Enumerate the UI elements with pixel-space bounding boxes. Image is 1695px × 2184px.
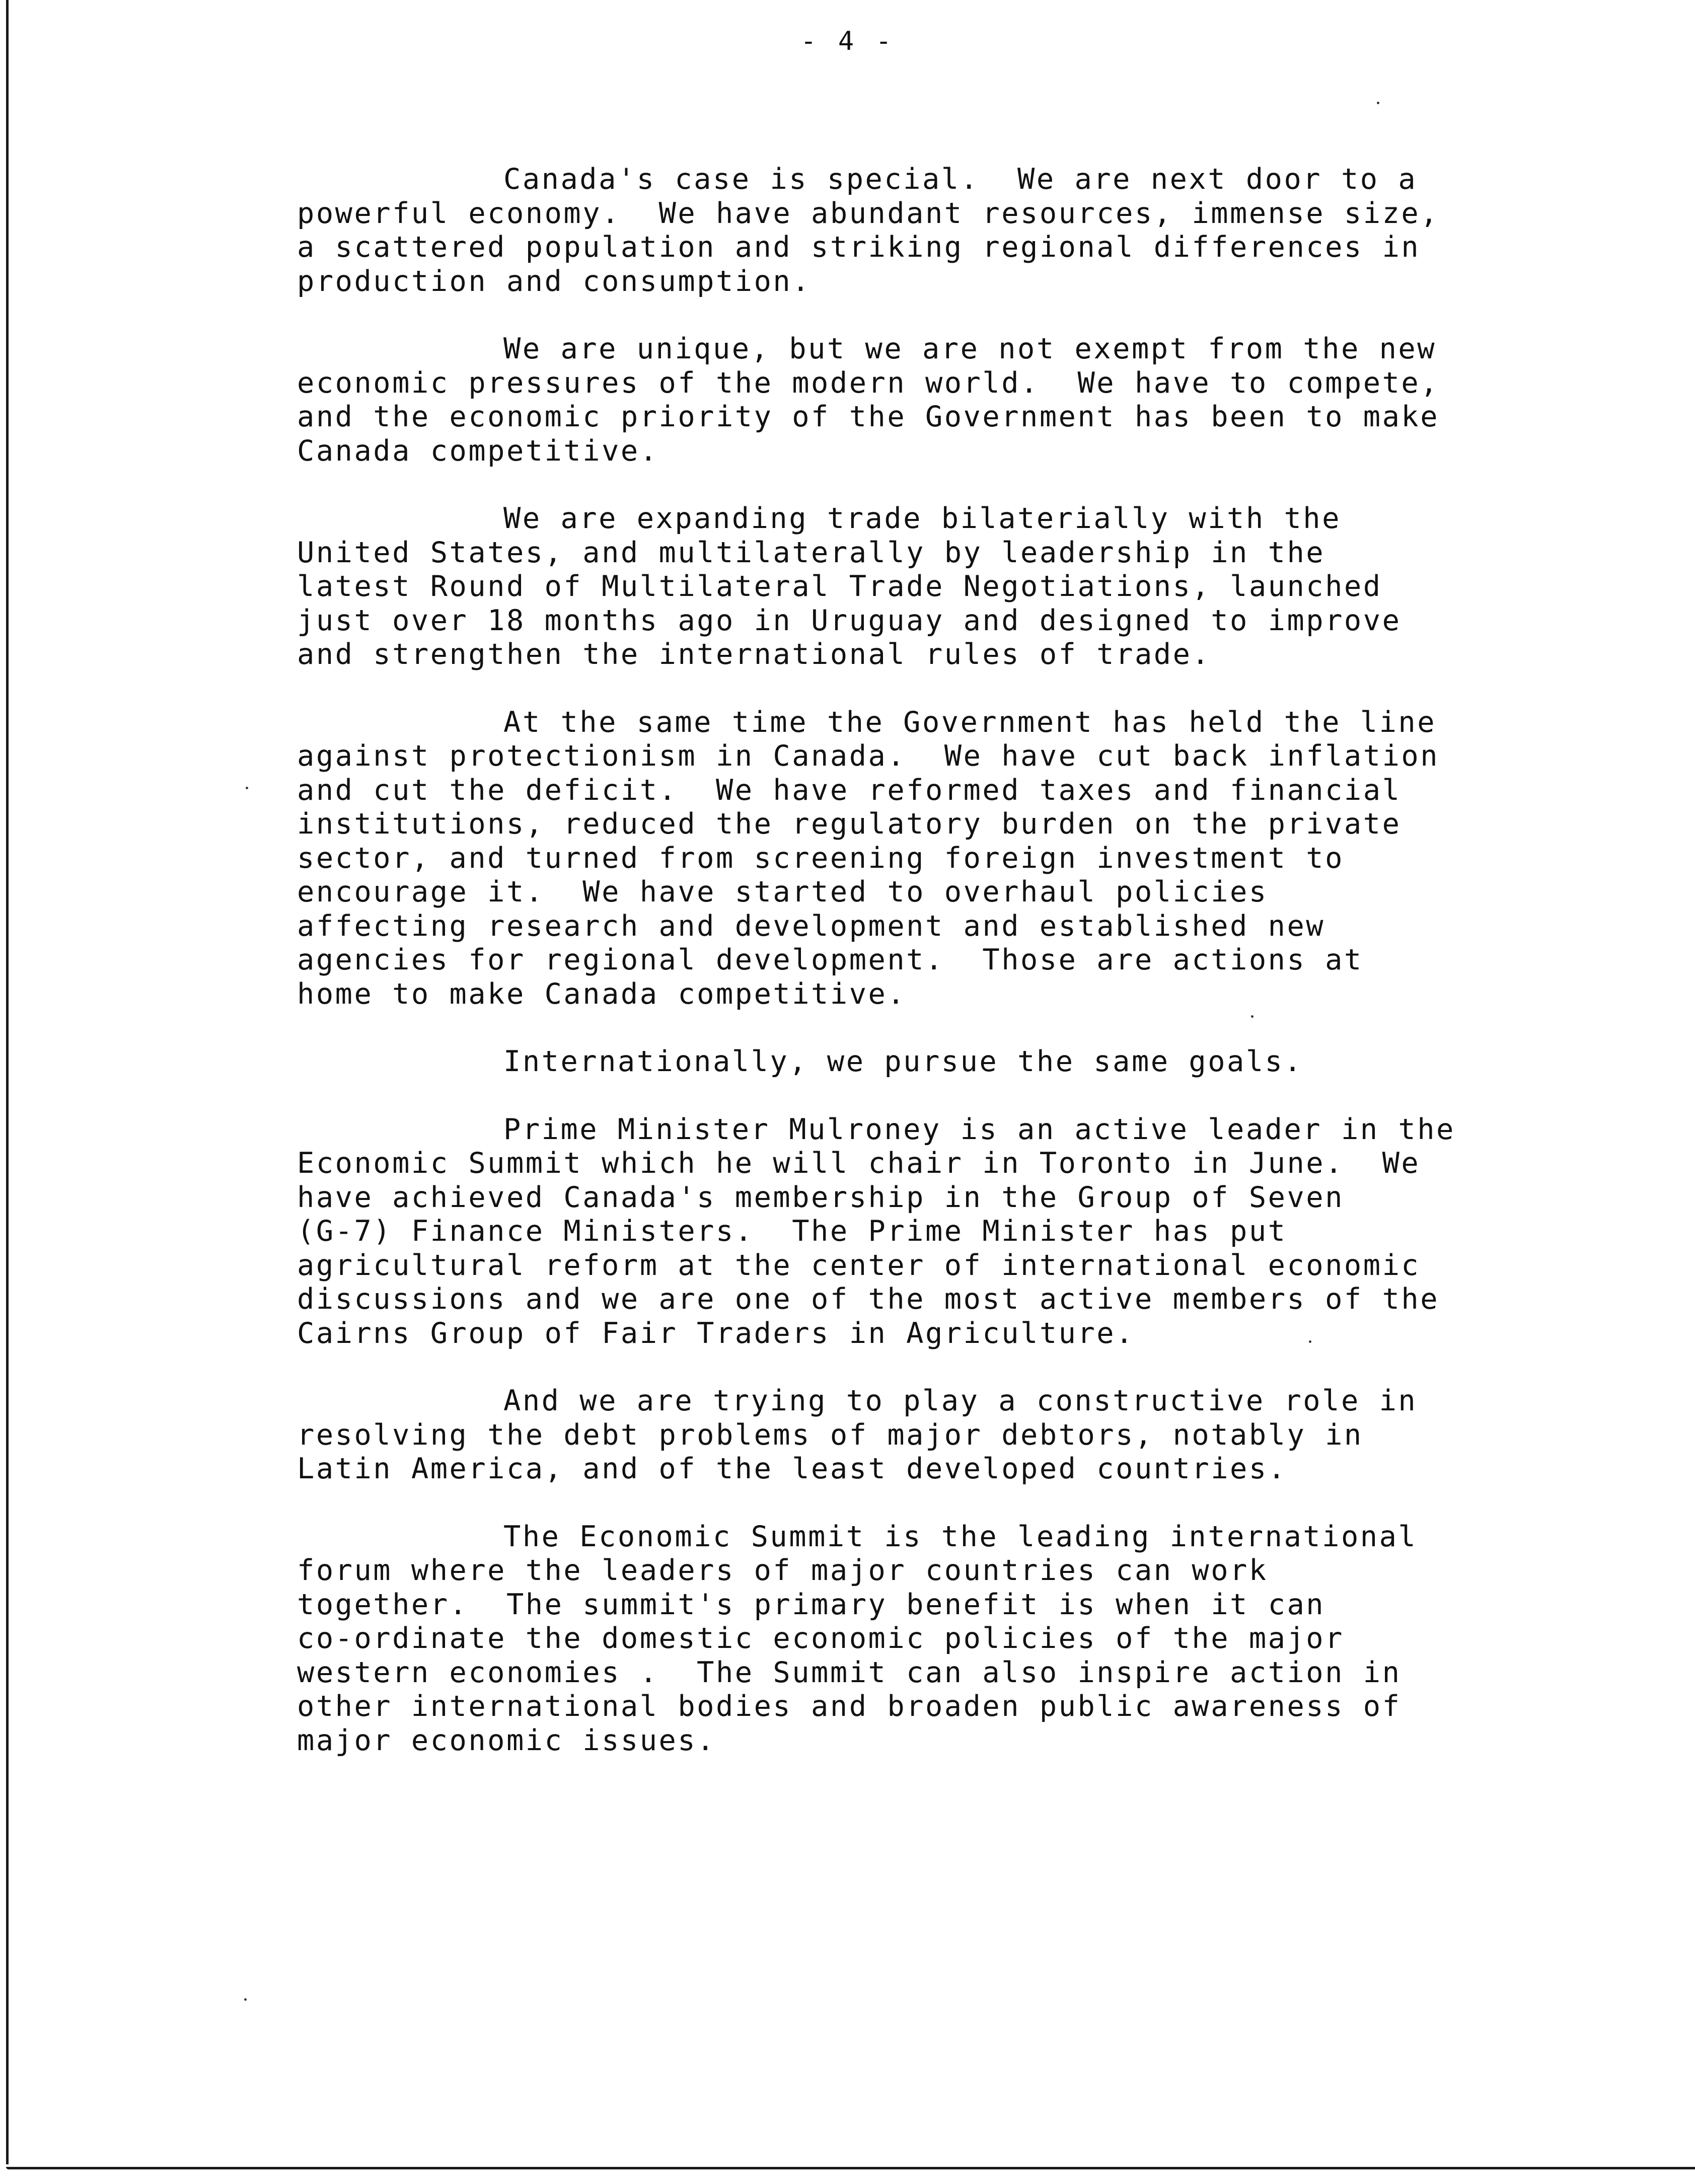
- scan-speck: [1251, 1015, 1254, 1018]
- scan-speck: [246, 787, 248, 789]
- paragraph-body: against protectionism in Canada. We have cut back inflation and cut the deficit. We have reformed taxes and financial institutions, reduced the regulatory burden on the private sector, and turned from screening foreign investment to encourage it. We have started to overhaul policies affecting research and development and established new agencies for regional development. Those are actions at home to make Canada competitive.: [297, 739, 1440, 1011]
- paragraph-body: powerful economy. We have abundant resources, immense size, a scattered population and striking regional differences in production and consumption.: [297, 196, 1440, 298]
- body-text: [297, 163, 1556, 1791]
- paragraph-debt-problems: [297, 1384, 1556, 1486]
- scan-speck: [1377, 102, 1379, 104]
- paragraph-internationally: [297, 1045, 1556, 1079]
- paragraph-first-line: At the same time the Government has held the line: [503, 705, 1437, 739]
- paragraph-expanding-trade: [297, 502, 1556, 672]
- paragraph-first-line: We are expanding trade bilaterially with the: [503, 502, 1341, 535]
- paragraph-body: Economic Summit which he will chair in Toronto in June. We have achieved Canada's membership in the Group of Seven (G-7) Finance Ministers. The Prime Minister has put agricultural reform at the center of international economic discussions and we are one of the most active members of the Cairns Group of Fair Traders in Agriculture.: [297, 1147, 1440, 1350]
- paragraph-first-line: Canada's case is special. We are next door to a: [503, 163, 1418, 196]
- page-number: - 4 -: [800, 26, 895, 56]
- paragraph-unique-pressures: [297, 332, 1556, 468]
- paragraph-body: economic pressures of the modern world. We have to compete, and the economic priority of the Government has been to make Canada competitive.: [297, 366, 1440, 468]
- scan-speck: [1309, 1340, 1311, 1343]
- paragraph-body: United States, and multilaterally by leadership in the latest Round of Multilateral Trade Negotiations, launched just over 18 months ago in Uruguay and designed to improve and strengthen the international rules of trade.: [297, 536, 1402, 671]
- scan-edge-bottom: [6, 2167, 1695, 2169]
- paragraph-first-line: Prime Minister Mulroney is an active leader in the: [503, 1112, 1455, 1146]
- paragraph-economic-summit: [297, 1520, 1556, 1758]
- paragraph-first-line: Internationally, we pursue the same goals.: [503, 1045, 1303, 1078]
- scan-speck: [244, 1998, 247, 2001]
- paragraph-first-line: We are unique, but we are not exempt from the new: [503, 332, 1437, 365]
- paragraph-prime-minister: [297, 1113, 1556, 1351]
- paragraph-protectionism: [297, 706, 1556, 1012]
- paragraph-first-line: The Economic Summit is the leading international: [503, 1520, 1418, 1553]
- paragraph-body: forum where the leaders of major countries can work together. The summit's primary benefit is when it can co-ordinate the domestic economic policies of the major western economies . The Summit can also inspire action in other international bodies and broaden public awareness of major economic issues.: [297, 1554, 1402, 1757]
- paragraph-canada-special: [297, 163, 1556, 298]
- paragraph-first-line: And we are trying to play a constructive role in: [503, 1384, 1418, 1417]
- paragraph-body: resolving the debt problems of major debtors, notably in Latin America, and of the least developed countries.: [297, 1418, 1363, 1485]
- scan-edge-left: [6, 0, 9, 2164]
